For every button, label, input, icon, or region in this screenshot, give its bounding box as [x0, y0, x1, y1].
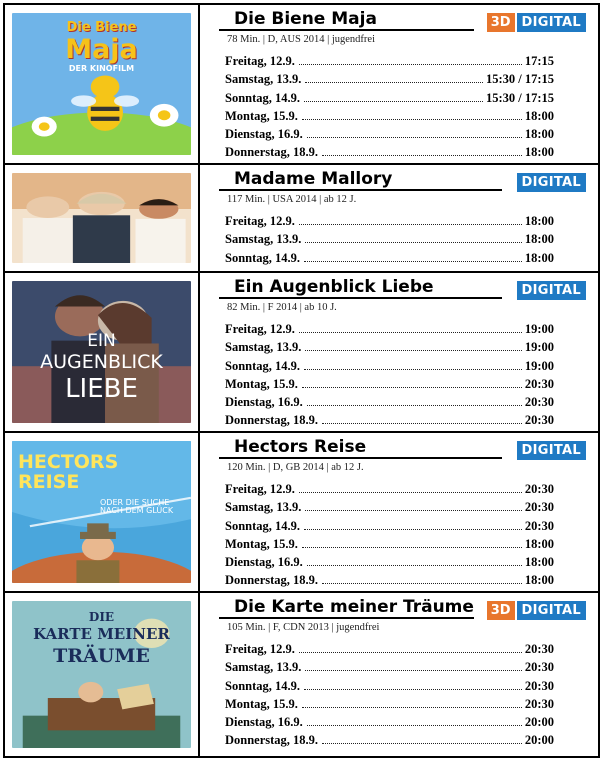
- showtime-time: 18:00: [524, 573, 554, 588]
- format-badges: [517, 173, 586, 192]
- showtime-day: Donnerstag, 18.9.: [225, 733, 319, 748]
- showtime-row: [225, 410, 554, 428]
- showtime-time: 18:00: [524, 250, 554, 265]
- film-info: [203, 593, 598, 756]
- showtime-row: [225, 657, 554, 675]
- film-block: [3, 273, 600, 433]
- poster-cell: [5, 433, 200, 591]
- movie-poster: [12, 173, 191, 263]
- title-row: [219, 436, 586, 458]
- title-row: [219, 168, 586, 190]
- format-badges: [517, 441, 586, 460]
- showtime-row: [225, 247, 554, 265]
- showtimes-list: [225, 319, 554, 428]
- showtime-time: 19:00: [524, 358, 554, 373]
- dotted-leader: [307, 405, 522, 406]
- showtime-day: Sonntag, 14.9.: [225, 358, 301, 373]
- dotted-leader: [307, 565, 522, 566]
- showtime-row: [225, 374, 554, 392]
- showtime-day: Samstag, 13.9.: [225, 72, 302, 87]
- dotted-leader: [307, 137, 522, 138]
- showtime-time: 18:00: [524, 232, 554, 247]
- showtime-time: 20:30: [524, 696, 554, 711]
- poster-title-line-2: AUGENBLICK: [40, 351, 163, 373]
- film-info: [203, 165, 598, 271]
- showtime-time: 18:00: [524, 554, 554, 569]
- badge-digital: DIGITAL: [517, 281, 586, 300]
- showtimes-list: [225, 479, 554, 588]
- film-block: [3, 3, 600, 165]
- dotted-leader: [302, 707, 522, 708]
- poster-title-line-2: REISE: [18, 471, 80, 493]
- format-badges: [517, 281, 586, 300]
- dotted-leader: [305, 242, 521, 243]
- dotted-leader: [305, 82, 483, 83]
- showtime-time: 19:00: [524, 322, 554, 337]
- film-title: Ein Augenblick Liebe: [234, 277, 434, 297]
- showtime-row: [225, 124, 554, 142]
- poster-subtitle: ODER DIE SUCHE NACH DEM GLÜCK: [100, 498, 174, 515]
- poster-title-line-2: KARTE MEINER: [33, 625, 170, 643]
- showtime-row: [225, 51, 554, 69]
- showtime-time: 18:00: [524, 536, 554, 551]
- showtime-day: Donnerstag, 18.9.: [225, 573, 319, 588]
- showtime-row: [225, 694, 554, 712]
- film-block: [3, 593, 600, 758]
- movie-poster: [12, 601, 191, 748]
- showtimes-list: [225, 639, 554, 748]
- showtime-day: Samstag, 13.9.: [225, 660, 302, 675]
- showtime-day: Montag, 15.9.: [225, 536, 298, 551]
- poster-cell: [5, 165, 200, 271]
- dotted-leader: [305, 510, 521, 511]
- showtime-row: [225, 106, 554, 124]
- movie-poster: [12, 281, 191, 423]
- badge-digital: DIGITAL: [517, 173, 586, 192]
- poster-title-line-1: EIN: [87, 331, 116, 351]
- showtime-row: [225, 355, 554, 373]
- film-title: Hectors Reise: [234, 437, 367, 457]
- showtime-time: 19:00: [524, 340, 554, 355]
- dotted-leader: [299, 652, 522, 653]
- showtime-time: 20:30: [524, 482, 554, 497]
- showtime-row: [225, 534, 554, 552]
- showtime-day: Freitag, 12.9.: [225, 322, 295, 337]
- dotted-leader: [322, 743, 522, 744]
- badge-3d: 3D: [487, 13, 515, 32]
- dotted-leader: [302, 547, 522, 548]
- showtime-day: Samstag, 13.9.: [225, 340, 302, 355]
- dotted-leader: [307, 725, 522, 726]
- title-row: [219, 8, 586, 30]
- poster-title-line-3: LIEBE: [65, 374, 138, 404]
- dotted-leader: [305, 350, 521, 351]
- showtime-row: [225, 142, 554, 160]
- poster-subtitle: DER KINOFILM: [68, 64, 135, 73]
- showtime-day: Sonntag, 14.9.: [225, 518, 301, 533]
- showtime-time: 18:00: [524, 145, 554, 160]
- showtime-day: Montag, 15.9.: [225, 696, 298, 711]
- poster-title-line-1: DIE: [88, 610, 115, 624]
- showtime-day: Montag, 15.9.: [225, 376, 298, 391]
- showtime-row: [225, 730, 554, 748]
- showtime-time: 15:30 / 17:15: [485, 90, 554, 105]
- film-block: [3, 165, 600, 273]
- showtime-time: 20:30: [524, 413, 554, 428]
- poster-title-line-2: Maja: [65, 34, 138, 65]
- showtime-row: [225, 712, 554, 730]
- badge-digital: DIGITAL: [517, 441, 586, 460]
- showtime-time: 20:30: [524, 660, 554, 675]
- showtime-row: [225, 570, 554, 588]
- dotted-leader: [299, 224, 522, 225]
- dotted-leader: [322, 423, 522, 424]
- movie-poster: [12, 441, 191, 583]
- poster-title-line-3: TRÄUME: [53, 645, 150, 667]
- poster-cell: [5, 273, 200, 431]
- showtime-row: [225, 639, 554, 657]
- format-badges: [487, 13, 586, 32]
- showtime-row: [225, 87, 554, 105]
- showtime-day: Freitag, 12.9.: [225, 482, 295, 497]
- showtime-row: [225, 319, 554, 337]
- showtime-time: 20:00: [524, 733, 554, 748]
- showtime-time: 15:30 / 17:15: [485, 72, 554, 87]
- poster-cell: [5, 5, 200, 163]
- showtime-time: 20:30: [524, 500, 554, 515]
- showtime-day: Freitag, 12.9.: [225, 642, 295, 657]
- showtime-day: Sonntag, 14.9.: [225, 678, 301, 693]
- dotted-leader: [305, 670, 521, 671]
- showtime-time: 20:00: [524, 714, 554, 729]
- showtime-time: 18:00: [524, 108, 554, 123]
- badge-3d: 3D: [487, 601, 515, 620]
- poster-cell: [5, 593, 200, 756]
- format-badges: [487, 601, 586, 620]
- showtime-row: [225, 552, 554, 570]
- showtime-row: [225, 337, 554, 355]
- badge-digital: DIGITAL: [517, 13, 586, 32]
- dotted-leader: [299, 492, 522, 493]
- dotted-leader: [322, 583, 522, 584]
- showtime-day: Donnerstag, 18.9.: [225, 145, 319, 160]
- showtime-day: Sonntag, 14.9.: [225, 250, 301, 265]
- showtime-day: Samstag, 13.9.: [225, 232, 302, 247]
- showtime-time: 20:30: [524, 376, 554, 391]
- film-title: Madame Mallory: [234, 169, 393, 189]
- dotted-leader: [302, 387, 522, 388]
- showtime-row: [225, 479, 554, 497]
- title-row: [219, 596, 586, 618]
- showtime-row: [225, 211, 554, 229]
- showtime-row: [225, 497, 554, 515]
- showtime-time: 20:30: [524, 678, 554, 693]
- film-meta: 117 Min. | USA 2014 | ab 12 J.: [227, 194, 357, 205]
- film-info: [203, 433, 598, 591]
- showtime-day: Donnerstag, 18.9.: [225, 413, 319, 428]
- film-meta: 82 Min. | F 2014 | ab 10 J.: [227, 302, 337, 313]
- title-row: [219, 276, 586, 298]
- showtime-time: 20:30: [524, 394, 554, 409]
- showtime-day: Freitag, 12.9.: [225, 54, 295, 69]
- showtime-day: Dienstag, 16.9.: [225, 714, 303, 729]
- dotted-leader: [304, 529, 522, 530]
- showtime-row: [225, 69, 554, 87]
- dotted-leader: [304, 101, 483, 102]
- dotted-leader: [304, 261, 522, 262]
- showtime-time: 18:00: [524, 214, 554, 229]
- dotted-leader: [302, 119, 522, 120]
- film-info: [203, 5, 598, 163]
- showtime-day: Dienstag, 16.9.: [225, 394, 303, 409]
- showtime-row: [225, 392, 554, 410]
- showtime-day: Samstag, 13.9.: [225, 500, 302, 515]
- dotted-leader: [299, 64, 522, 65]
- showtime-day: Sonntag, 14.9.: [225, 90, 301, 105]
- dotted-leader: [304, 689, 522, 690]
- showtime-row: [225, 675, 554, 693]
- film-title: Die Karte meiner Träume: [234, 597, 474, 617]
- showtime-day: Freitag, 12.9.: [225, 214, 295, 229]
- showtime-day: Montag, 15.9.: [225, 108, 298, 123]
- film-title: Die Biene Maja: [234, 9, 377, 29]
- showtime-time: 20:30: [524, 642, 554, 657]
- film-meta: 120 Min. | D, GB 2014 | ab 12 J.: [227, 462, 364, 473]
- showtime-row: [225, 229, 554, 247]
- dotted-leader: [304, 369, 522, 370]
- poster-title-line-1: Die Biene: [66, 20, 137, 35]
- showtime-time: 17:15: [524, 54, 554, 69]
- poster-title-line-1: HECTORS: [18, 451, 119, 473]
- movie-poster: [12, 13, 191, 155]
- showtime-time: 20:30: [524, 518, 554, 533]
- dotted-leader: [322, 155, 522, 156]
- showtime-time: 18:00: [524, 126, 554, 141]
- film-info: [203, 273, 598, 431]
- showtimes-list: [225, 51, 554, 160]
- showtimes-list: [225, 211, 554, 266]
- showtime-day: Dienstag, 16.9.: [225, 554, 303, 569]
- film-meta: 105 Min. | F, CDN 2013 | jugendfrei: [227, 622, 380, 633]
- showtime-row: [225, 515, 554, 533]
- badge-digital: DIGITAL: [517, 601, 586, 620]
- showtime-day: Dienstag, 16.9.: [225, 126, 303, 141]
- dotted-leader: [299, 332, 522, 333]
- film-block: [3, 433, 600, 593]
- film-meta: 78 Min. | D, AUS 2014 | jugendfrei: [227, 34, 375, 45]
